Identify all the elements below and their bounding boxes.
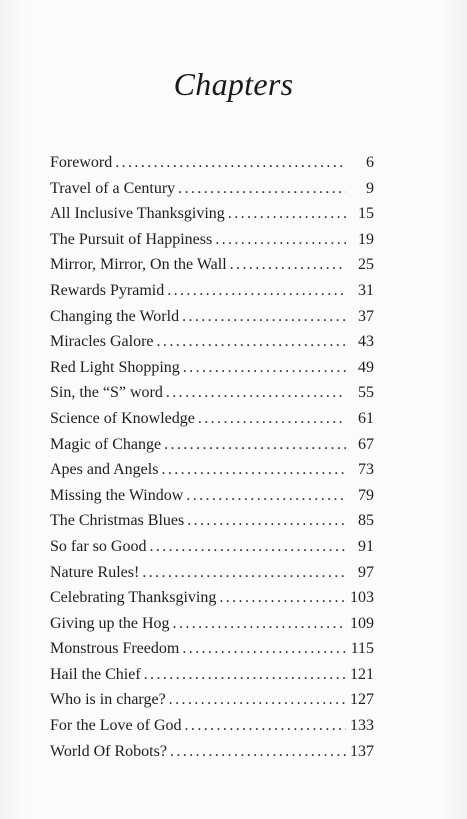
chapter-title: Celebrating Thanksgiving — [50, 589, 217, 607]
chapter-title: Rewards Pyramid — [50, 281, 165, 299]
dot-leader — [178, 176, 346, 202]
chapter-title: Red Light Shopping — [50, 358, 180, 376]
dot-leader — [157, 329, 346, 355]
chapter-page-number: 97 — [358, 563, 374, 581]
dot-leader — [142, 560, 346, 586]
toc-row — [50, 611, 374, 637]
chapter-title: Foreword — [50, 154, 113, 171]
dot-leader — [182, 636, 346, 662]
toc-row — [50, 355, 374, 381]
chapter-page-number: 31 — [358, 281, 374, 299]
chapter-page-number: 19 — [358, 230, 374, 248]
chapter-title: Science of Knowledge — [50, 409, 195, 427]
page-title: Chapters — [173, 66, 294, 102]
dot-leader — [182, 304, 346, 330]
toc-row — [50, 662, 374, 688]
chapter-page-number: 9 — [366, 179, 374, 197]
table-of-contents — [50, 150, 374, 764]
toc-row — [50, 483, 374, 509]
toc-row — [50, 560, 374, 586]
toc-row — [50, 713, 374, 739]
toc-row — [50, 329, 374, 355]
dot-leader — [215, 227, 346, 253]
toc-row — [50, 227, 374, 253]
dot-leader — [161, 457, 346, 483]
toc-row — [50, 176, 374, 202]
chapter-title: Changing the World — [50, 307, 180, 325]
toc-row — [50, 304, 374, 330]
dot-leader — [173, 611, 346, 637]
chapter-page-number: 121 — [350, 665, 374, 683]
dot-leader — [186, 483, 346, 509]
dot-leader — [187, 508, 346, 534]
chapter-page-number: 43 — [358, 333, 374, 351]
chapter-title: Nature Rules! — [50, 563, 140, 581]
toc-row — [50, 534, 374, 560]
chapter-page-number: 25 — [358, 256, 374, 274]
dot-leader — [183, 355, 346, 381]
chapter-page-number: 109 — [350, 614, 374, 632]
dot-leader — [170, 739, 346, 765]
toc-row — [50, 380, 374, 406]
chapter-page-number: 133 — [350, 717, 374, 735]
dot-leader — [115, 150, 346, 176]
chapter-title: Giving up the Hog — [50, 614, 170, 632]
toc-row — [50, 508, 374, 534]
dot-leader — [169, 687, 346, 713]
chapter-title: World Of Robots? — [50, 742, 167, 760]
chapter-page-number: 67 — [358, 435, 374, 453]
toc-row — [50, 585, 374, 611]
toc-row — [50, 636, 374, 662]
chapter-page-number: 127 — [350, 691, 374, 709]
chapter-title: For the Love of God — [50, 717, 182, 735]
chapter-title: Sin, the “S” word — [50, 384, 163, 402]
chapter-page-number: 49 — [358, 358, 374, 376]
chapter-title: Miracles Galore — [50, 333, 154, 351]
chapter-title: Apes and Angels — [50, 461, 159, 479]
dot-leader — [228, 201, 346, 227]
chapter-title: The Christmas Blues — [50, 512, 185, 530]
chapter-title: Mirror, Mirror, On the Wall — [50, 256, 227, 274]
chapter-title: Who is in charge? — [50, 691, 166, 709]
chapter-page-number: 15 — [358, 205, 374, 223]
chapter-title: Hail the Chief — [50, 665, 141, 683]
chapter-page-number: 79 — [358, 486, 374, 504]
chapter-page-number: 91 — [358, 537, 374, 555]
chapter-page-number: 103 — [350, 589, 374, 607]
chapter-page-number: 55 — [358, 384, 374, 402]
toc-row — [50, 406, 374, 432]
toc-row — [50, 201, 374, 227]
dot-leader — [167, 278, 346, 304]
chapter-title: All Inclusive Thanksgiving — [50, 205, 225, 223]
dot-leader — [230, 252, 346, 278]
chapter-page-number: 115 — [350, 640, 374, 658]
toc-row — [50, 278, 374, 304]
dot-leader — [164, 432, 346, 458]
toc-row — [50, 687, 374, 713]
dot-leader — [219, 585, 346, 611]
dot-leader — [144, 662, 346, 688]
chapter-title: Magic of Change — [50, 435, 162, 453]
chapter-title: The Pursuit of Happiness — [50, 230, 213, 248]
chapter-page-number: 6 — [366, 154, 374, 171]
dot-leader — [166, 380, 346, 406]
chapter-page-number: 73 — [358, 461, 374, 479]
chapter-title: Missing the Window — [50, 486, 184, 504]
dot-leader — [185, 713, 346, 739]
chapter-page-number: 61 — [358, 409, 374, 427]
chapter-title: Monstrous Freedom — [50, 640, 180, 658]
chapter-page-number: 85 — [358, 512, 374, 530]
chapter-page-number: 137 — [350, 742, 374, 760]
toc-row — [50, 150, 374, 176]
toc-row — [50, 739, 374, 765]
dot-leader — [149, 534, 346, 560]
chapter-title: So far so Good — [50, 537, 147, 555]
toc-row — [50, 432, 374, 458]
chapter-title: Travel of a Century — [50, 179, 176, 197]
toc-row — [50, 252, 374, 278]
toc-row — [50, 457, 374, 483]
dot-leader — [198, 406, 346, 432]
chapter-page-number: 37 — [358, 307, 374, 325]
